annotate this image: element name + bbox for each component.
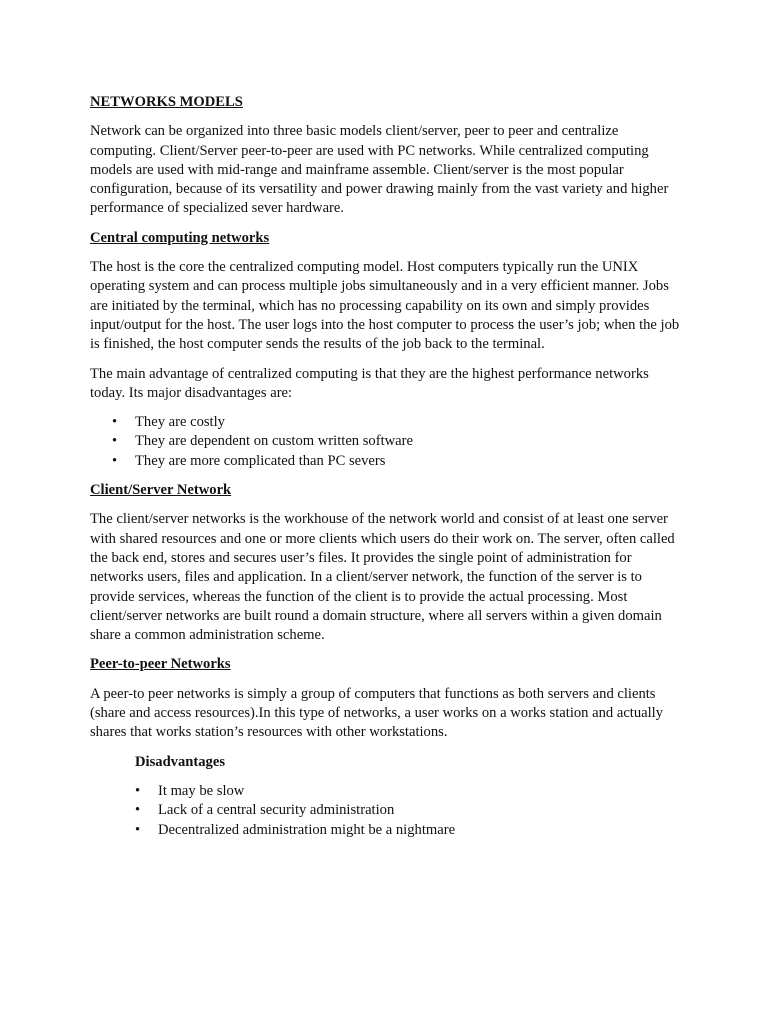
list-item-text: Lack of a central security administration [158,802,395,819]
client-server-paragraph: The client/server networks is the workhouse of the network world and consist of at least one server with shared resources and one or more clients which users do their work on. The server, often called the back end, stores and secures user’s files. It provides the single point of administration for networks users, files and application. In a client/server network, the function of the server is to provide services, whereas the function of the client is to provide the actual processing. Most client/server networks are built round a domain structure, where all servers within a given domain share a common administration scheme. [90,511,675,644]
list-item [90,413,680,432]
bullet-icon: • [135,802,141,819]
central-computing-paragraph-2: The main advantage of centralized computing is that they are the highest performance networks today. Its major disadvantages are: [90,365,649,401]
central-disadvantages-list [90,413,680,471]
bullet-icon: • [135,821,141,838]
disadvantages-section [135,753,680,840]
document-title: NETWORKS MODELS [90,94,243,110]
peer-to-peer-heading: Peer-to-peer Networks [90,656,231,673]
list-item [135,821,680,840]
list-item [90,452,680,471]
intro-paragraph: Network can be organized into three basic models client/server, peer to peer and centralize computing. Client/Server peer-to-peer are used with PC networks. While centralized computing models are used with mid-range and mainframe assemble. Client/server is the most popular configuration, because of its versatility and power drawing mainly from the vast variety and higher performance of specialized sever hardware. [90,123,669,217]
list-item [135,782,680,801]
bullet-icon: • [135,782,141,799]
central-computing-paragraph-1: The host is the core the centralized computing model. Host computers typically run the UNIX operating system and can process multiple jobs simultaneously and in a very efficient manner. Jobs are initiated by the terminal, which has no processing capability on its own and simply provides input/output for the host. The user logs into the host computer to process the user’s job; when the job is finished, the host computer sends the results of the job back to the terminal. [90,259,680,353]
list-item-text: They are more complicated than PC severs [135,452,386,469]
list-item-text: They are dependent on custom written software [135,433,413,450]
document-body [90,93,680,850]
list-item [135,801,680,820]
p2p-disadvantages-list [135,782,680,840]
disadvantages-heading: Disadvantages [135,753,226,770]
list-item-text: It may be slow [158,782,245,799]
list-item [90,432,680,451]
bullet-icon: • [112,433,118,450]
list-item-text: Decentralized administration might be a nightmare [158,821,456,838]
central-computing-heading: Central computing networks [90,229,270,246]
client-server-heading: Client/Server Network [90,482,232,499]
bullet-icon: • [112,414,118,431]
peer-to-peer-paragraph: A peer-to peer networks is simply a group of computers that functions as both servers and clients (share and access resources).In this type of networks, a user works on a works station and actually shares that works station’s resources with other workstations. [90,685,664,741]
list-item-text: They are costly [135,414,225,431]
bullet-icon: • [112,452,118,469]
